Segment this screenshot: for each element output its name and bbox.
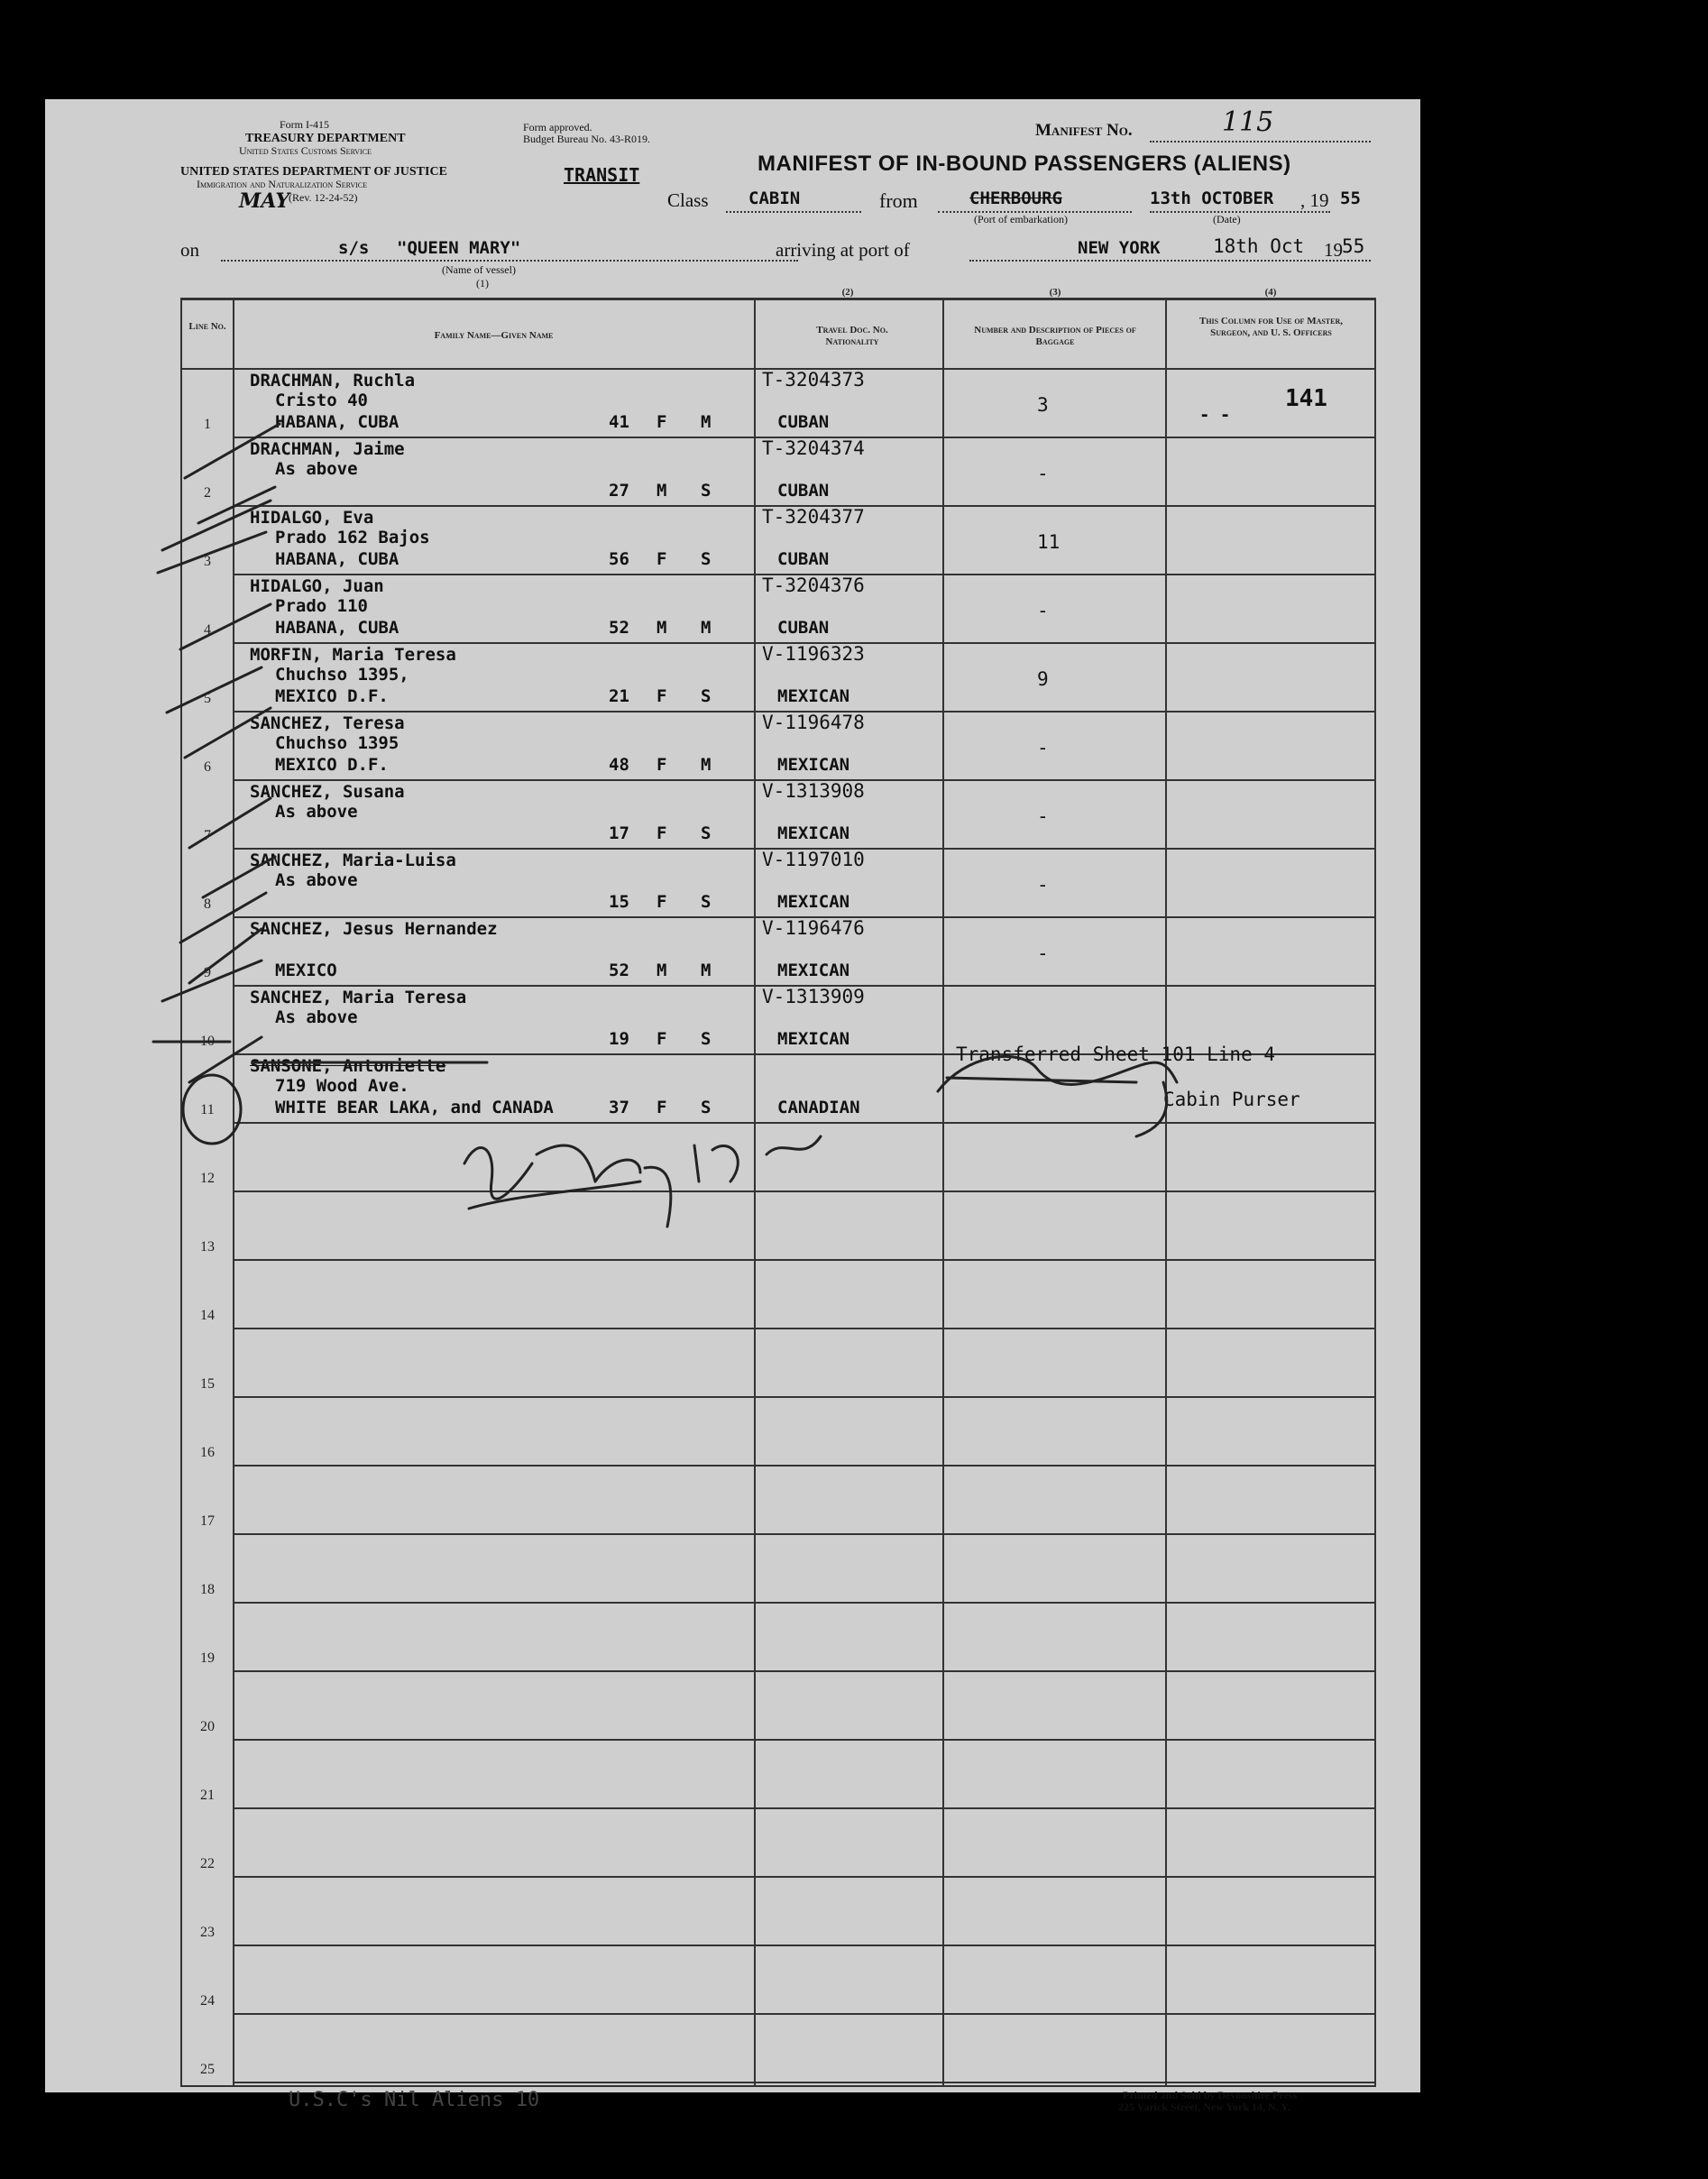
travel-doc-number: T-3204377 — [762, 506, 865, 528]
travel-doc-number: V-1313909 — [762, 986, 865, 1007]
sex: F — [657, 1029, 667, 1049]
address-line-1: Prado 110 — [275, 596, 368, 616]
revision: (Rev. 12-24-52) — [289, 191, 358, 204]
vessel-col: (1) — [476, 277, 489, 290]
line-number: 7 — [204, 828, 211, 843]
form-approved: Form approved. — [523, 121, 592, 133]
address-line-2: MEXICO D.F. — [275, 755, 389, 775]
age: 21 — [609, 686, 629, 706]
line-number: 4 — [204, 622, 211, 638]
baggage-count: - — [1037, 463, 1049, 484]
marital-status: S — [701, 1029, 712, 1049]
nationality: CANADIAN — [777, 1098, 860, 1117]
passenger-name: SANCHEZ, Maria Teresa — [250, 988, 467, 1007]
col-baggage: Number and Description of Pieces of Baggage — [974, 325, 1136, 347]
address-line-1: Chuchso 1395 — [275, 733, 399, 753]
sex: F — [657, 412, 667, 432]
marital-status: M — [701, 412, 712, 432]
ins-label: Immigration and Naturalization Service — [197, 178, 368, 190]
line-number: 2 — [204, 485, 211, 501]
age: 37 — [609, 1098, 629, 1117]
address-line-1: As above — [275, 1007, 358, 1027]
embark-date: 13th OCTOBER — [1150, 188, 1274, 208]
line-number: 9 — [204, 965, 211, 980]
line-number: 12 — [200, 1171, 215, 1186]
line-number: 17 — [200, 1513, 215, 1529]
vessel-name: "QUEEN MARY" — [397, 238, 521, 258]
col-line-no: Line No. — [188, 321, 226, 332]
line-number: 16 — [200, 1445, 215, 1460]
line-number: 24 — [200, 1993, 215, 2009]
nationality: CUBAN — [777, 412, 830, 432]
line-number: 18 — [200, 1582, 215, 1597]
line-number: 15 — [200, 1376, 215, 1392]
sex: F — [657, 686, 667, 706]
address-line-2: WHITE BEAR LAKA, and CANADA — [275, 1098, 554, 1117]
passenger-name: SANCHEZ, Jesus Hernandez — [250, 919, 498, 939]
travel-doc-number: T-3204374 — [762, 437, 865, 459]
travel-doc-number: V-1196478 — [762, 712, 865, 733]
footer-summary: U.S.C's Nil Aliens 10 — [289, 2089, 540, 2111]
baggage-count: - — [1037, 805, 1049, 827]
line-number: 13 — [200, 1239, 215, 1255]
baggage-count: 3 — [1037, 394, 1049, 416]
line-number: 3 — [204, 554, 211, 569]
sex: M — [657, 481, 667, 501]
line-number: 23 — [200, 1925, 215, 1940]
sex: F — [657, 823, 667, 843]
address-line-1: As above — [275, 870, 358, 890]
from-label: from — [879, 189, 918, 212]
line-number: 10 — [200, 1034, 215, 1049]
marital-status: S — [701, 1098, 712, 1117]
transferred-note: Transferred Sheet 101 Line 4 — [956, 1044, 1276, 1065]
passenger-name: SANCHEZ, Maria-Luisa — [250, 850, 456, 870]
col-officers-no: (4) — [1264, 287, 1277, 298]
nationality: MEXICAN — [777, 755, 850, 775]
age: 27 — [609, 481, 629, 501]
vessel-prefix: s/s — [338, 238, 370, 258]
line-number: 11 — [200, 1102, 215, 1117]
address-line-1: As above — [275, 459, 358, 479]
line-number: 20 — [200, 1719, 215, 1734]
dept-justice: UNITED STATES DEPARTMENT OF JUSTICE — [180, 165, 447, 179]
nationality: MEXICAN — [777, 1029, 850, 1049]
marital-status: S — [701, 686, 712, 706]
arrival-year: 55 — [1342, 235, 1365, 257]
passenger-name: HIDALGO, Juan — [250, 576, 384, 596]
sex: M — [657, 618, 667, 638]
marital-status: S — [701, 823, 712, 843]
sex: M — [657, 961, 667, 980]
travel-doc-number: V-1196323 — [762, 643, 865, 665]
baggage-count: - — [1037, 874, 1049, 896]
arrival-date: 18th Oct — [1213, 235, 1305, 257]
embark-year: 55 — [1340, 188, 1361, 208]
age: 19 — [609, 1029, 629, 1049]
arriving-label: arriving at port of — [776, 239, 910, 261]
date-caption: (Date) — [1213, 213, 1241, 225]
baggage-count: - — [1037, 942, 1049, 964]
on-label: on — [180, 239, 199, 261]
baggage-count: 11 — [1037, 531, 1061, 553]
baggage-count: - — [1037, 600, 1049, 621]
line-number: 5 — [204, 691, 211, 706]
nationality: MEXICAN — [777, 892, 850, 912]
nationality: MEXICAN — [777, 686, 850, 706]
passenger-name: MORFIN, Maria Teresa — [250, 645, 456, 665]
manifest-number: 115 — [1222, 106, 1274, 138]
sex: F — [657, 892, 667, 912]
sex: F — [657, 755, 667, 775]
form-number: Form I-415 — [280, 118, 329, 131]
col-name: Family Name—Given Name — [434, 330, 554, 341]
port-embark: CHERBOURG — [969, 188, 1062, 208]
nationality: CUBAN — [777, 549, 830, 569]
handwriting-overlay — [45, 99, 1420, 2092]
customs-service: United States Customs Service — [239, 144, 372, 157]
col-travel-doc: Travel Doc. No. Nationality — [816, 325, 888, 347]
marital-status: S — [701, 892, 712, 912]
passenger-name: SANCHEZ, Susana — [250, 782, 405, 802]
class-label: Class — [667, 189, 709, 211]
age: 15 — [609, 892, 629, 912]
cabin-purser: Cabin Purser — [1163, 1089, 1300, 1110]
travel-doc-number: T-3204373 — [762, 369, 865, 391]
passenger-name: DRACHMAN, Ruchla — [250, 371, 416, 391]
col-travel-no: (2) — [841, 287, 854, 298]
age: 41 — [609, 412, 629, 432]
may-mark: MAY — [239, 189, 290, 213]
manifest-no-label: Manifest No. — [1035, 121, 1133, 140]
age: 52 — [609, 961, 629, 980]
col-officers: This Column for Use of Master, Surgeon, and U. S. Officers — [1198, 316, 1343, 338]
arrival-year-prefix: 19 — [1324, 239, 1343, 261]
marital-status: M — [701, 618, 712, 638]
line-number: 25 — [200, 2062, 215, 2077]
officer-entry: 141 — [1285, 385, 1327, 412]
baggage-count: 9 — [1037, 668, 1049, 690]
budget-bureau: Budget Bureau No. 43-R019. — [523, 133, 650, 145]
address-line-2: MEXICO — [275, 961, 337, 980]
address-line-1: As above — [275, 802, 358, 822]
address-line-2: MEXICO D.F. — [275, 686, 389, 706]
age: 56 — [609, 549, 629, 569]
year-prefix: , 19 — [1300, 189, 1329, 211]
arrival-port: NEW YORK — [1078, 238, 1161, 258]
marital-status: S — [701, 549, 712, 569]
address-line-1: 719 Wood Ave. — [275, 1076, 409, 1096]
line-number: 19 — [200, 1650, 215, 1666]
marital-status: S — [701, 481, 712, 501]
line-number: 1 — [204, 417, 211, 432]
line-number: 21 — [200, 1788, 215, 1803]
nationality: MEXICAN — [777, 961, 850, 980]
printer-line-1: Printed and Sold by Devonshire Press — [1123, 2089, 1298, 2101]
treasury-dept: TREASURY DEPARTMENT — [245, 132, 406, 145]
nationality: CUBAN — [777, 618, 830, 638]
address-line-1: Cristo 40 — [275, 391, 368, 410]
manifest-sheet — [45, 99, 1420, 2113]
sex: F — [657, 549, 667, 569]
line-number: 6 — [204, 759, 211, 775]
nationality: MEXICAN — [777, 823, 850, 843]
marital-status: M — [701, 755, 712, 775]
passenger-name: HIDALGO, Eva — [250, 508, 374, 528]
marital-status: M — [701, 961, 712, 980]
col-baggage-no: (3) — [1049, 287, 1061, 298]
vessel-caption: (Name of vessel) — [442, 263, 516, 276]
passenger-name: SANCHEZ, Teresa — [250, 713, 405, 733]
line-number: 14 — [200, 1308, 215, 1323]
passenger-name: DRACHMAN, Jaime — [250, 439, 405, 459]
age: 17 — [609, 823, 629, 843]
passenger-name: SANSONE, Antoniette — [250, 1056, 446, 1076]
line-number: 22 — [200, 1856, 215, 1871]
officer-dashes: - - — [1199, 405, 1231, 425]
nationality: CUBAN — [777, 481, 830, 501]
travel-doc-number: V-1196476 — [762, 917, 865, 939]
travel-doc-number: T-3204376 — [762, 575, 865, 596]
address-line-2: HABANA, CUBA — [275, 618, 399, 638]
sex: F — [657, 1098, 667, 1117]
travel-doc-number: V-1197010 — [762, 849, 865, 870]
address-line-2: HABANA, CUBA — [275, 412, 399, 432]
address-line-2: HABANA, CUBA — [275, 549, 399, 569]
class-value: CABIN — [748, 188, 801, 208]
port-embark-caption: (Port of embarkation) — [974, 213, 1068, 225]
age: 52 — [609, 618, 629, 638]
travel-doc-number: V-1313908 — [762, 780, 865, 802]
line-number: 8 — [204, 896, 211, 912]
page-title: MANIFEST OF IN-BOUND PASSENGERS (ALIENS) — [758, 152, 1291, 176]
transit-label: TRANSIT — [564, 164, 640, 186]
address-line-1: Chuchso 1395, — [275, 665, 409, 685]
baggage-count: - — [1037, 737, 1049, 759]
printer-line-2: 225 Varick Street, New York 14, N. Y. — [1118, 2101, 1290, 2113]
age: 48 — [609, 755, 629, 775]
address-line-1: Prado 162 Bajos — [275, 528, 430, 547]
